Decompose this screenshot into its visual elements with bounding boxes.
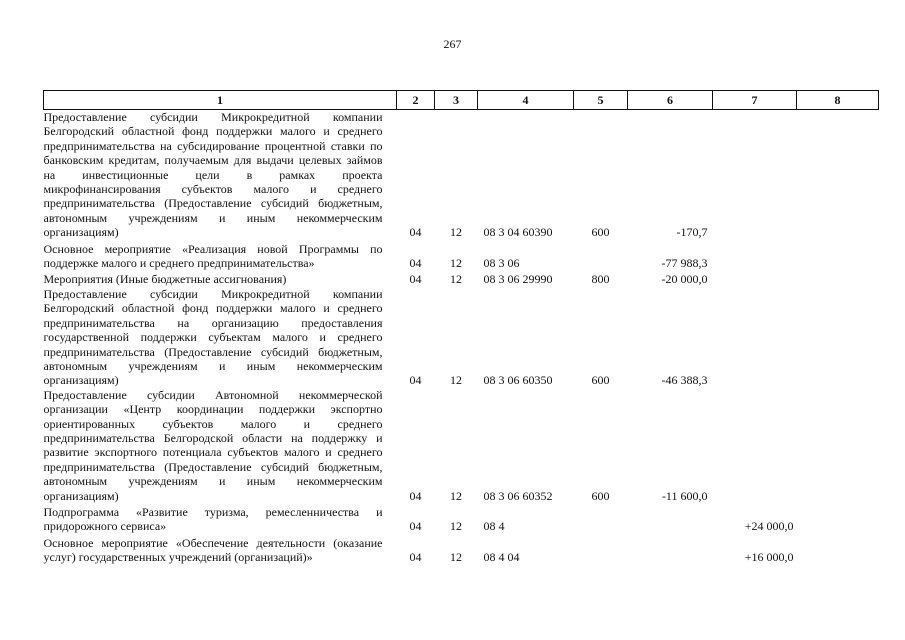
row-section: 04 [409, 519, 422, 534]
row-amount-7 [713, 242, 797, 271]
row-name: Основное мероприятие «Обеспечение деятельности (оказание услуг) государственных учреждений (организаций)» [43, 535, 383, 565]
row-subsection: 12 [450, 488, 462, 503]
row-amount-8 [797, 505, 879, 534]
row-name: Предоставление субсидии Микрокредитной компании Белгородский областной фонд поддержки малого и среднего предпринимательства на субсидирование процентной ставки по банковским кредитам, получаемым для выдачи целевых займов на инвестиционные цели в рамках проекта микрофинансирования субъектов малого и среднего предпринимательства (Предоставление субсидий бюджетным, автономным учреждениям и иным некоммерческим организациям) [43, 110, 383, 240]
row-amount-6: -46 388,3 [661, 373, 708, 388]
header-col-3: 3 [435, 91, 478, 110]
table-row [44, 505, 879, 534]
header-col-8: 8 [797, 91, 879, 110]
row-subsection: 12 [450, 373, 462, 388]
row-amount-8 [797, 287, 879, 388]
row-name: Предоставление субсидии Микрокредитной компании Белгородский областной фонд поддержки малого и среднего предпринимательства на организацию предоставления государственной поддержки субъектам малого и среднего предпринимательства (Предоставление субсидий бюджетным, автономным учреждениям и иным некоммерческим организациям) [43, 286, 383, 388]
row-amount-8 [797, 272, 879, 286]
row-name: Мероприятия (Иные бюджетные ассигнования) [43, 272, 287, 287]
row-name: Предоставление субсидии Автономной некоммерческой организации «Центр координации поддержки экспортно ориентированных субъектов малого и среднего предпринимательства Белгородской области на поддержку и развитие экспортного потенциала субъектов малого и среднего предпринимательства (Предоставление субсидий бюджетным, автономным учреждениям и иным некоммерческим организациям) [43, 387, 383, 503]
row-subsection: 12 [450, 519, 462, 534]
row-amount-6: -170,7 [676, 225, 708, 240]
header-col-7: 7 [713, 91, 797, 110]
row-amount-7 [713, 110, 797, 240]
row-section: 04 [409, 550, 422, 565]
row-amount-8 [797, 388, 879, 503]
row-amount-7 [713, 388, 797, 503]
row-expense-type [574, 242, 628, 271]
row-amount-7: +16 000,0 [744, 550, 794, 565]
row-amount-6 [628, 536, 713, 565]
row-expense-type: 600 [591, 488, 610, 503]
header-row [44, 91, 879, 110]
table-row [44, 287, 879, 388]
row-amount-7 [713, 287, 797, 388]
row-section: 04 [409, 272, 422, 287]
row-target-article: 08 3 06 [483, 256, 520, 271]
header-col-5: 5 [574, 91, 628, 110]
row-subsection: 12 [450, 272, 462, 287]
row-name: Подпрограмма «Развитие туризма, ремесленничества и придорожного сервиса» [43, 504, 383, 534]
row-amount-6: -11 600,0 [661, 488, 708, 503]
table-row [44, 242, 879, 271]
row-target-article: 08 4 [483, 519, 505, 534]
row-section: 04 [409, 488, 422, 503]
header-col-6: 6 [628, 91, 713, 110]
row-subsection: 12 [450, 550, 462, 565]
table-row [44, 110, 879, 240]
row-subsection: 12 [450, 256, 462, 271]
header-col-2: 2 [397, 91, 435, 110]
row-expense-type [574, 536, 628, 565]
row-amount-8 [797, 242, 879, 271]
header-col-1: 1 [44, 91, 397, 110]
row-target-article: 08 3 06 60350 [483, 373, 553, 388]
row-name: Основное мероприятие «Реализация новой Программы по поддержке малого и среднего предпринимательства» [43, 241, 383, 271]
row-section: 04 [409, 225, 422, 240]
row-expense-type: 600 [591, 373, 610, 388]
row-amount-7: +24 000,0 [744, 519, 794, 534]
budget-table [43, 90, 879, 565]
row-amount-6: -77 988,3 [661, 256, 708, 271]
row-subsection: 12 [450, 225, 462, 240]
row-target-article: 08 3 04 60390 [483, 225, 553, 240]
row-section: 04 [409, 256, 422, 271]
row-expense-type: 800 [591, 272, 610, 287]
page-number: 267 [443, 37, 462, 51]
row-target-article: 08 3 06 29990 [483, 272, 553, 287]
row-target-article: 08 3 06 60352 [483, 488, 553, 503]
table-row [44, 388, 879, 503]
table-row [44, 272, 879, 286]
row-expense-type [574, 505, 628, 534]
row-amount-6: -20 000,0 [661, 272, 708, 287]
row-target-article: 08 4 04 [483, 550, 520, 565]
table-row [44, 536, 879, 565]
header-col-4: 4 [478, 91, 574, 110]
row-amount-7 [713, 272, 797, 286]
row-amount-8 [797, 110, 879, 240]
row-amount-8 [797, 536, 879, 565]
row-section: 04 [409, 373, 422, 388]
row-expense-type: 600 [591, 225, 610, 240]
row-amount-6 [628, 505, 713, 534]
